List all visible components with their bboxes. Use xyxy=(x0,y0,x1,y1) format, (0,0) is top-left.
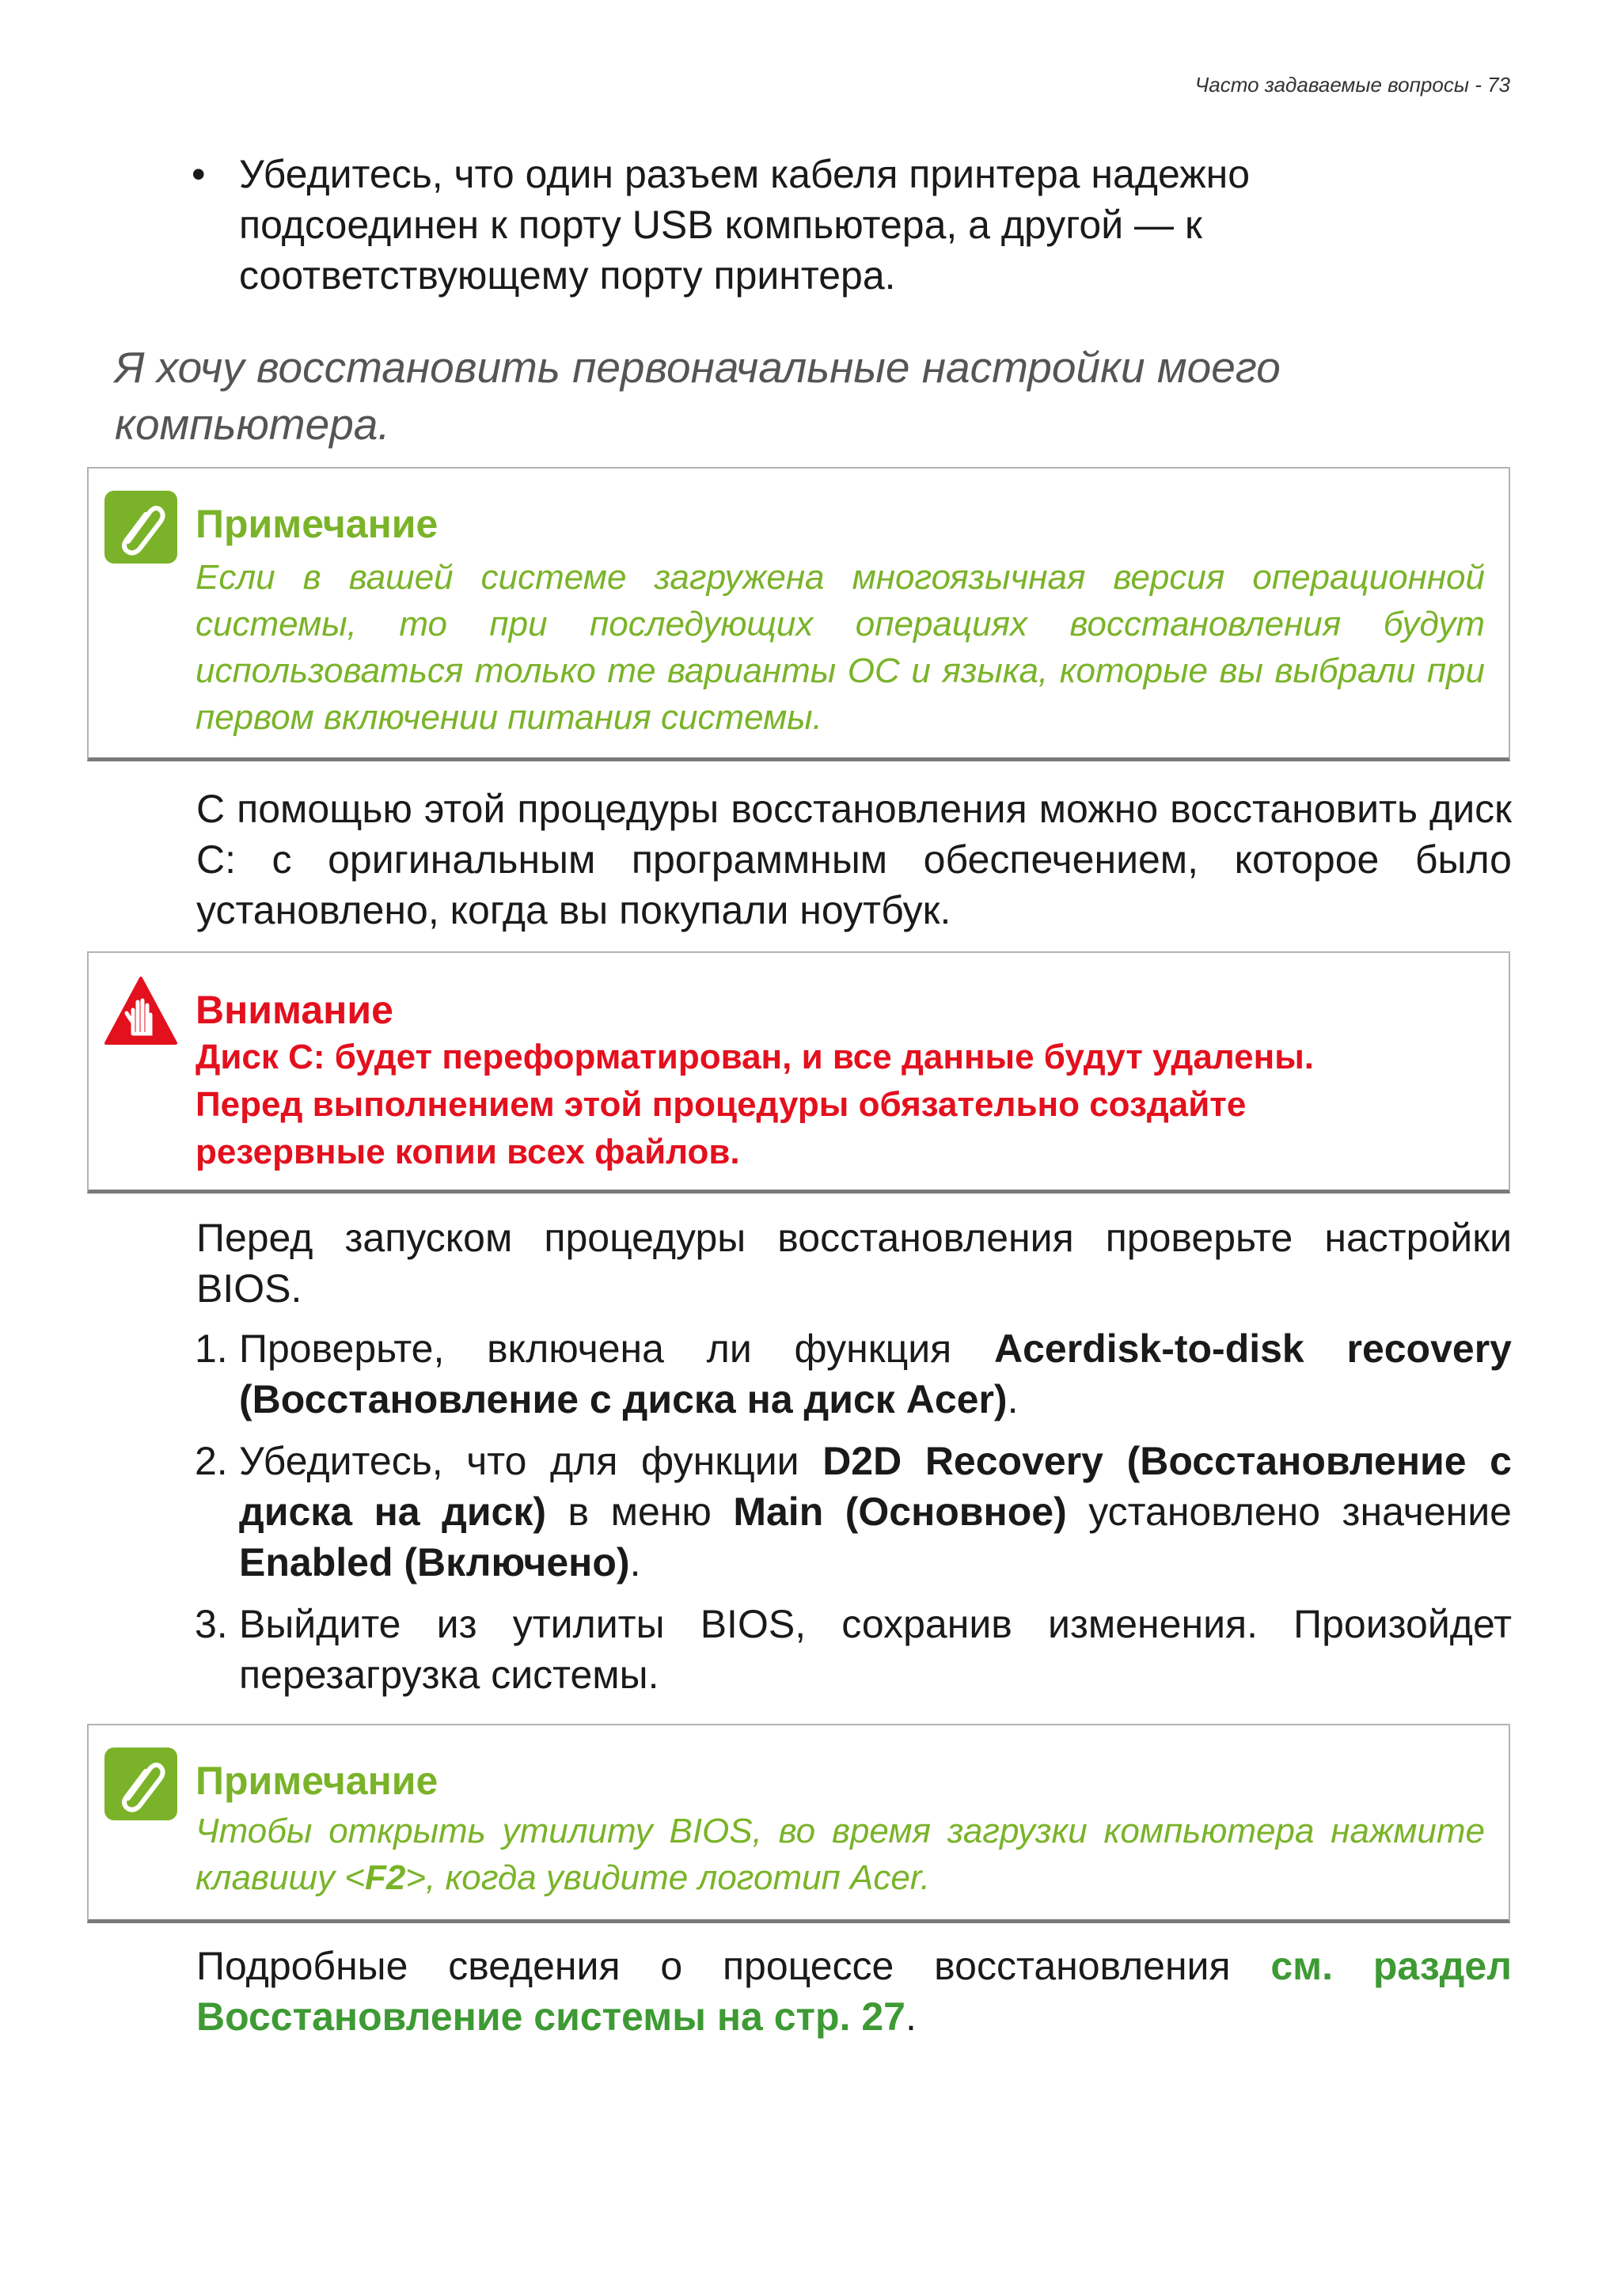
warning-line: Диск C: будет переформатирован, и все данные будут удалены. xyxy=(196,1038,1315,1076)
paragraph: С помощью этой процедуры восстановления можно восстановить диск C: с оригинальным программным обеспечением, которое было установлено, когда вы покупали ноутбук. xyxy=(196,787,1512,932)
bullet-item xyxy=(192,149,1315,301)
paragraph xyxy=(196,1941,1512,2042)
warning-line: резервные копии всех файлов. xyxy=(196,1133,740,1171)
step-number: 1. xyxy=(195,1326,228,1371)
step-text: Выйдите из утилиты BIOS, сохранив изменения. Произойдет перезагрузка системы. xyxy=(239,1602,1512,1697)
paragraph: Перед запуском процедуры восстановления проверьте настройки BIOS. xyxy=(196,1216,1512,1311)
note-text-part: Чтобы открыть утилиту BIOS, во время загрузки компьютера нажмите клавишу < xyxy=(196,1812,1485,1897)
bullet-line: Убедитесь, что один разъем кабеля принтера надежно xyxy=(239,152,1251,196)
bullet-line: соответствующему порту принтера. xyxy=(239,253,896,298)
paperclip-icon xyxy=(104,1748,177,1820)
step-number: 2. xyxy=(195,1439,228,1483)
cross-reference-link[interactable]: см. раздел Восстановление системы на стр. 27 xyxy=(196,1944,1512,2039)
warning-text xyxy=(196,1034,1485,1176)
warning-box xyxy=(87,951,1510,1194)
steps-list xyxy=(195,1323,1512,1711)
warning-hand-icon xyxy=(104,975,177,1048)
step-number: 3. xyxy=(195,1602,228,1646)
step-bold: Acerdisk-to-disk recovery (Восстановление с диска на диск Acer) xyxy=(239,1326,1512,1421)
bullet-text xyxy=(239,149,1315,301)
step-text: . xyxy=(629,1540,641,1584)
step-bold: Main (Основное) xyxy=(733,1490,1067,1534)
step-text: Убедитесь, что для функции xyxy=(239,1439,823,1483)
note-text xyxy=(196,1808,1485,1901)
step-text: установлено значение xyxy=(1066,1490,1512,1534)
list-item xyxy=(195,1599,1512,1700)
paperclip-icon xyxy=(104,491,177,564)
warning-title: Внимание xyxy=(196,988,393,1032)
step-bold: Enabled (Включено) xyxy=(239,1540,630,1584)
paragraph-text: Подробные сведения о процессе восстановления xyxy=(196,1944,1271,1988)
warning-line: Перед выполнением этой процедуры обязательно создайте xyxy=(196,1085,1247,1124)
section-heading xyxy=(115,339,1539,453)
bullet-symbol: • xyxy=(192,152,206,196)
note-text: Если в вашей системе загружена многоязычная версия операционной системы, то при последующих операциях восстановления будут использоваться только те варианты ОС и языка, которые вы выбрали при первом включении питания системы. xyxy=(196,558,1485,737)
bullet-line: подсоединен к порту USB компьютера, а другой — к xyxy=(239,203,1202,247)
step-text: . xyxy=(1007,1377,1019,1421)
note-title: Примечание xyxy=(196,502,438,546)
step-bold: D2D Recovery (Восстановление с диска на диск) xyxy=(239,1439,1512,1534)
list-item xyxy=(195,1323,1512,1425)
page-header: Часто задаваемые вопросы - 73 xyxy=(1194,73,1510,97)
note-box xyxy=(87,1724,1510,1923)
key-label: F2 xyxy=(364,1858,406,1897)
heading-line: Я хочу восстановить первоначальные настройки моего xyxy=(115,343,1281,392)
step-text: в меню xyxy=(546,1490,734,1534)
heading-line: компьютера. xyxy=(115,400,390,449)
list-item xyxy=(195,1436,1512,1588)
note-title: Примечание xyxy=(196,1759,438,1803)
step-text: Проверьте, включена ли функция xyxy=(239,1326,994,1371)
note-box xyxy=(87,467,1510,761)
note-text-part: >, когда увидите логотип Acer. xyxy=(405,1858,931,1897)
paragraph-text: . xyxy=(905,1994,917,2039)
